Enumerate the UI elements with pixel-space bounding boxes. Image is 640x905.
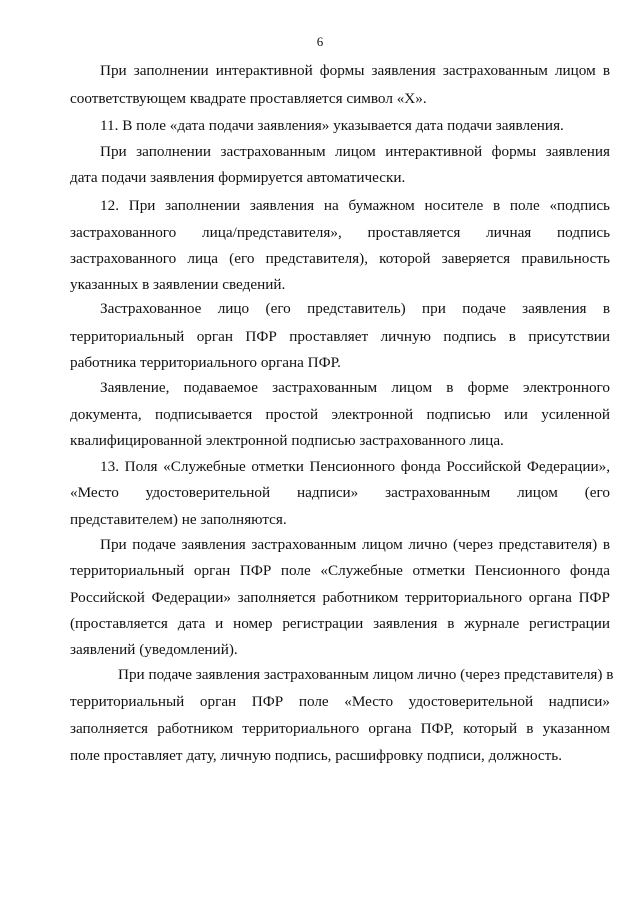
- text-line: документа, подписывается простой электронной подписью или усиленной: [70, 406, 610, 423]
- text-line: «Место удостоверительной надписи» застрахованным лицом (его: [70, 484, 610, 501]
- text-line: 11. В поле «дата подачи заявления» указывается дата подачи заявления.: [100, 117, 564, 134]
- text-line: застрахованного лица (его представителя), которой заверяется правильность: [70, 250, 610, 267]
- text-line: Застрахованное лицо (его представитель) при подаче заявления в: [100, 300, 610, 317]
- text-line: 12. При заполнении заявления на бумажном носителе в поле «подпись: [100, 197, 610, 214]
- text-line: заполняется работником территориального органа ПФР, который в указанном: [70, 720, 610, 737]
- text-line: территориальный орган ПФР поле «Место удостоверительной надписи»: [70, 693, 610, 710]
- text-line: дата подачи заявления формируется автоматически.: [70, 169, 406, 186]
- text-line: застрахованного лица/представителя», проставляется личная подпись: [70, 224, 610, 241]
- text-line: 13. Поля «Служебные отметки Пенсионного фонда Российской Федерации»,: [100, 458, 610, 475]
- text-line: территориальный орган ПФР поле «Служебные отметки Пенсионного фонда: [70, 562, 610, 579]
- text-line: территориальный орган ПФР проставляет личную подпись в присутствии: [70, 328, 610, 345]
- text-line: При подаче заявления застрахованным лицом лично (через представителя) в: [118, 666, 614, 683]
- text-line: представителем) не заполняются.: [70, 511, 287, 528]
- text-line: (проставляется дата и номер регистрации заявления в журнале регистрации: [70, 615, 610, 632]
- text-line: заявлений (уведомлений).: [70, 641, 238, 658]
- text-line: При подаче заявления застрахованным лицом лично (через представителя) в: [100, 536, 610, 553]
- text-line: Заявление, подаваемое застрахованным лицом в форме электронного: [100, 379, 610, 396]
- text-line: поле проставляет дату, личную подпись, расшифровку подписи, должность.: [70, 747, 563, 764]
- text-line: При заполнении застрахованным лицом интерактивной формы заявления: [100, 143, 610, 160]
- text-line: При заполнении интерактивной формы заявления застрахованным лицом в: [100, 62, 610, 79]
- text-line: указанных в заявлении сведений.: [70, 276, 286, 293]
- text-line: квалифицированной электронной подписью застрахованного лица.: [70, 432, 504, 449]
- text-line: Российской Федерации» заполняется работником территориального органа ПФР: [70, 589, 610, 606]
- text-line: соответствующем квадрате проставляется символ «X».: [70, 90, 427, 107]
- text-line: работника территориального органа ПФР.: [70, 354, 341, 371]
- page-number: 6: [316, 34, 324, 49]
